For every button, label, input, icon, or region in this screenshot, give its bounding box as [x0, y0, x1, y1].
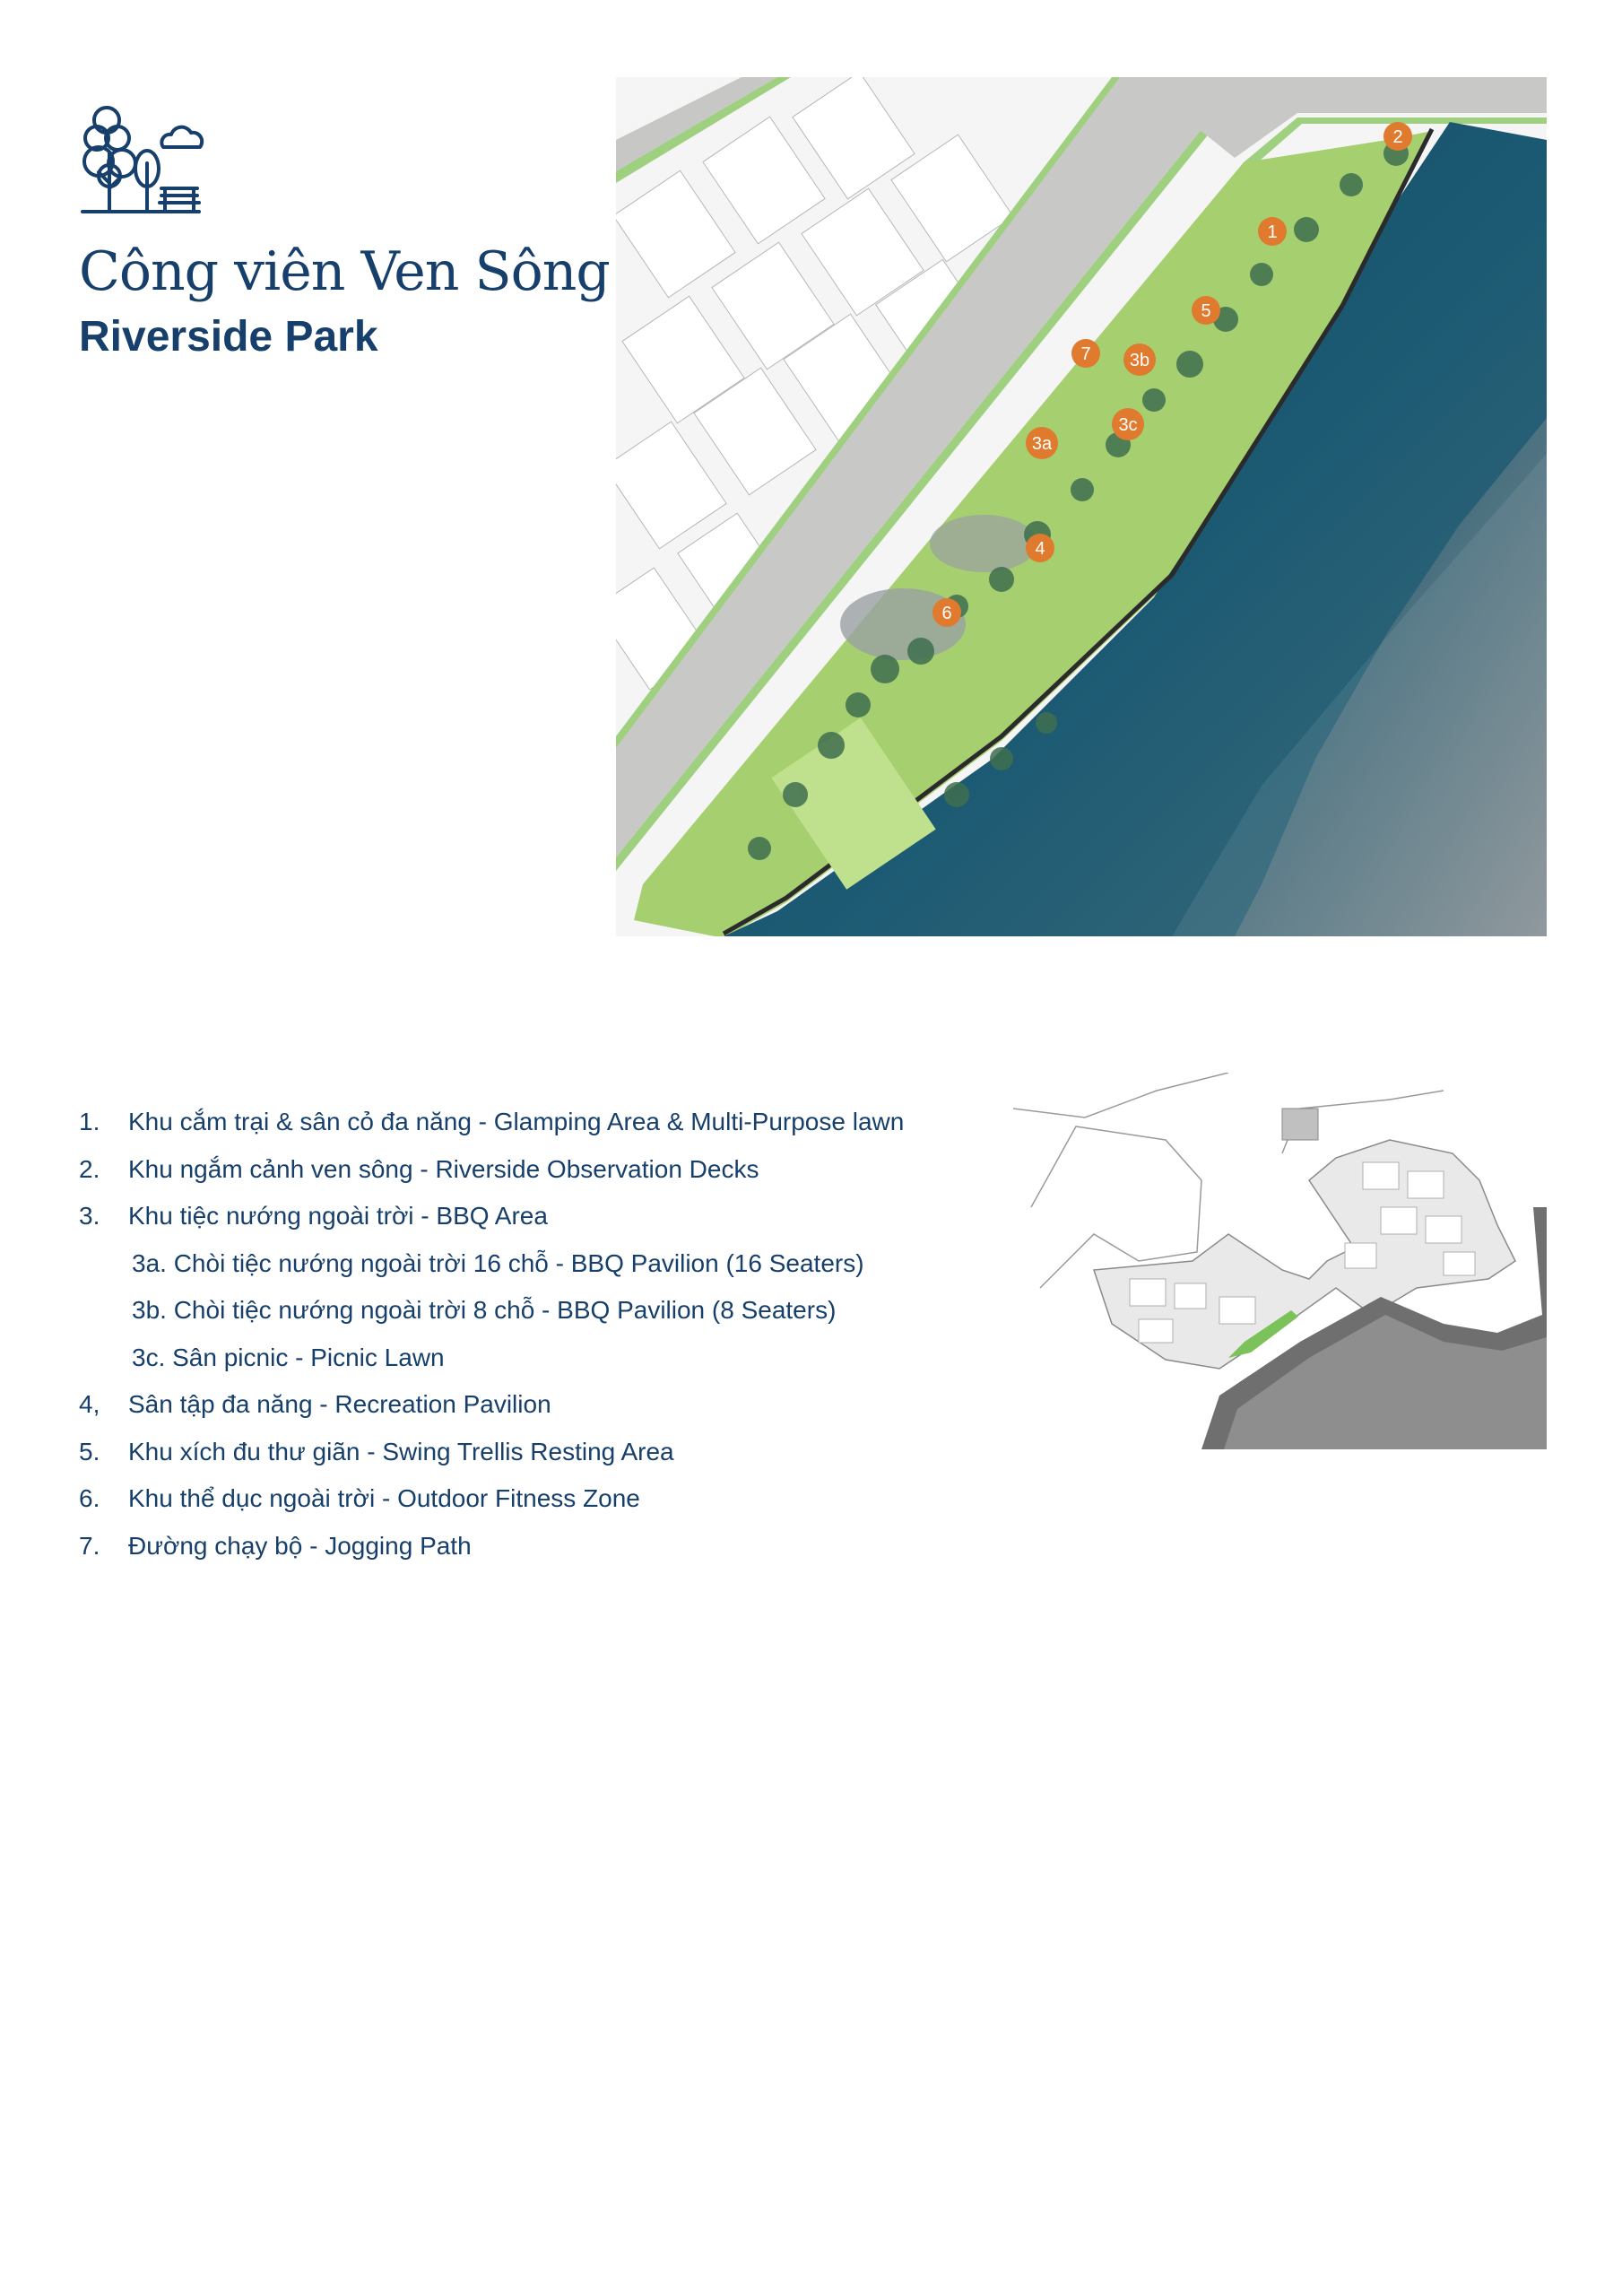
svg-text:1: 1	[1267, 222, 1278, 242]
legend-item: 6. Khu thể dục ngoài trời - Outdoor Fitness Zone	[79, 1484, 640, 1512]
marker-7	[1071, 339, 1100, 368]
svg-text:2: 2	[1392, 127, 1403, 147]
marker-4	[1026, 534, 1054, 562]
marker-3a	[1026, 427, 1058, 459]
svg-text:6: 6	[941, 604, 952, 623]
legend-subitem: 3b. Chòi tiệc nướng ngoài trời 8 chỗ - BBQ Pavilion (8 Seaters)	[132, 1296, 837, 1324]
legend-subitem: 3a. Chòi tiệc nướng ngoài trời 16 chỗ - BBQ Pavilion (16 Seaters)	[132, 1248, 864, 1277]
riverside-park-site-plan	[616, 77, 1547, 936]
svg-text:5: 5	[1201, 301, 1211, 321]
marker-1	[1258, 217, 1287, 246]
marker-3b	[1123, 344, 1156, 376]
svg-text:3a: 3a	[1031, 434, 1053, 454]
legend-item: 1. Khu cắm trại & sân cỏ đa năng - Glamping Area & Multi-Purpose lawn	[79, 1108, 905, 1135]
legend-item: 7. Đường chạy bộ - Jogging Path	[79, 1531, 472, 1560]
page-title-vietnamese: Công viên Ven Sông	[79, 240, 610, 303]
svg-text:3b: 3b	[1129, 351, 1150, 370]
marker-6	[932, 598, 961, 627]
svg-text:3c: 3c	[1118, 415, 1138, 435]
legend-item: 3. Khu tiệc nướng ngoài trời - BBQ Area	[79, 1202, 548, 1230]
legend-item: 5. Khu xích đu thư giãn - Swing Trellis Resting Area	[79, 1437, 674, 1465]
legend-item: 2. Khu ngắm cảnh ven sông - Riverside Observation Decks	[79, 1154, 759, 1183]
legend-list	[79, 1099, 993, 1570]
legend-subitem: 3c. Sân picnic - Picnic Lawn	[132, 1343, 445, 1371]
marker-2	[1383, 122, 1412, 151]
legend-item: 4, Sân tập đa năng - Recreation Pavilion	[79, 1390, 551, 1418]
park-tree-bench-icon	[79, 100, 204, 222]
marker-3c	[1112, 408, 1144, 440]
svg-text:7: 7	[1080, 344, 1091, 364]
location-key-map	[1013, 1073, 1547, 1449]
marker-5	[1192, 296, 1220, 325]
svg-text:4: 4	[1035, 539, 1045, 559]
page-title-english: Riverside Park	[79, 313, 378, 361]
